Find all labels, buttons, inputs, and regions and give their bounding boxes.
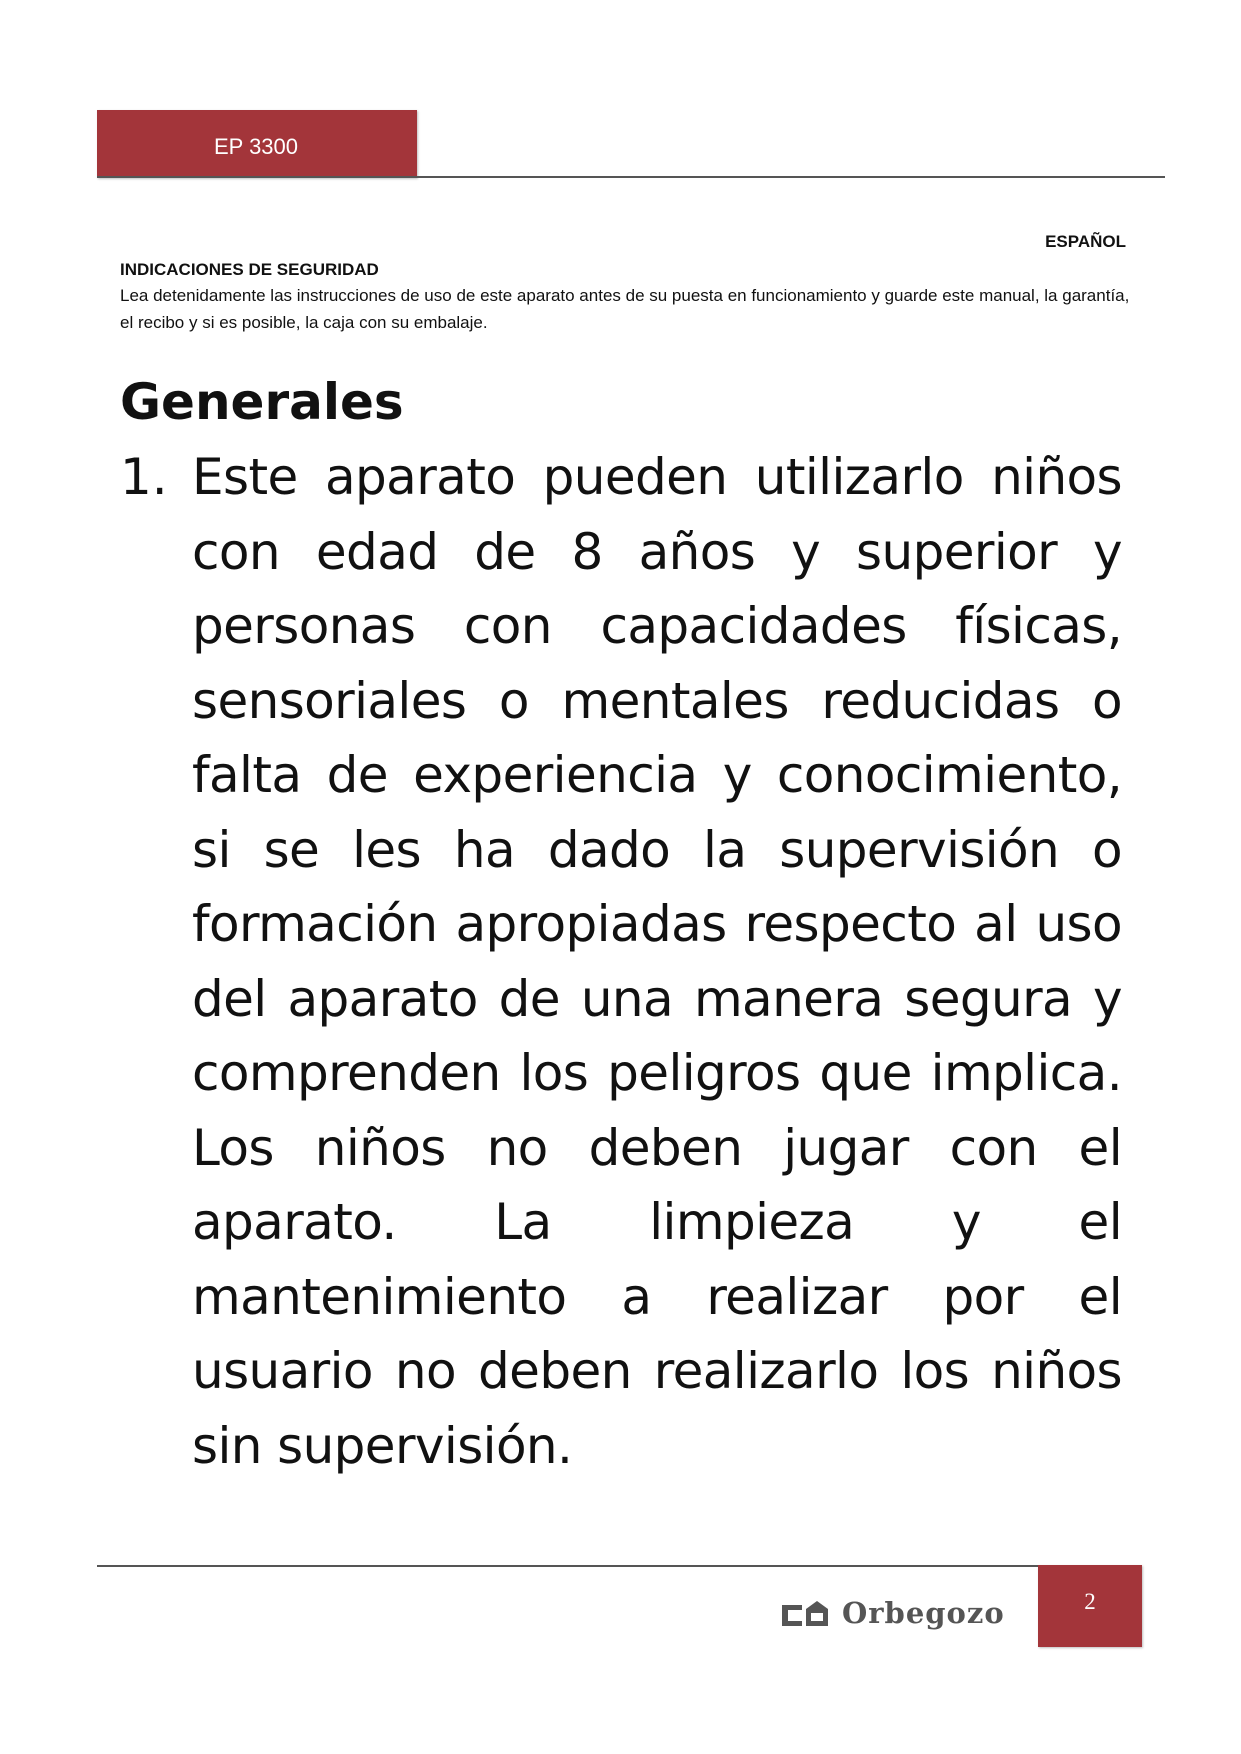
- page-number-box: [1038, 1565, 1142, 1647]
- section-title: Generales: [120, 373, 404, 431]
- model-label: EP 3300: [214, 134, 299, 159]
- header-divider: [97, 176, 1165, 178]
- brand-mark-icon: [780, 1599, 830, 1627]
- safety-title: INDICACIONES DE SEGURIDAD: [120, 260, 379, 279]
- model-tab: [97, 110, 417, 178]
- language-label: ESPAÑOL: [1045, 232, 1126, 251]
- footer-divider: [97, 1565, 1042, 1567]
- page-number: 2: [1084, 1589, 1096, 1614]
- brand-wordmark: Orbegozo: [842, 1596, 1005, 1630]
- list-item-number: 1.: [120, 448, 168, 506]
- safety-intro: Lea detenidamente las instrucciones de uso de este aparato antes de su puesta en funcionamiento y guarde este manual, la garantía, el recibo y si es posible, la caja con su embalaje.: [120, 286, 1130, 332]
- list-item-text: Este aparato pueden utilizarlo niños con edad de 8 años y superior y personas con capacidades físicas, sensoriales o mentales reducidas o falta de experiencia y conocimiento, si se les ha dado la supervisión o formación apropiadas respecto al uso del aparato de una manera segura y comprenden los peligros que implica. Los niños no deben jugar con el aparato. La limpieza y el mantenimiento a realizar por el usuario no deben realizarlo los niños sin supervisión.: [192, 448, 1122, 1475]
- brand-logo: [780, 1595, 1005, 1631]
